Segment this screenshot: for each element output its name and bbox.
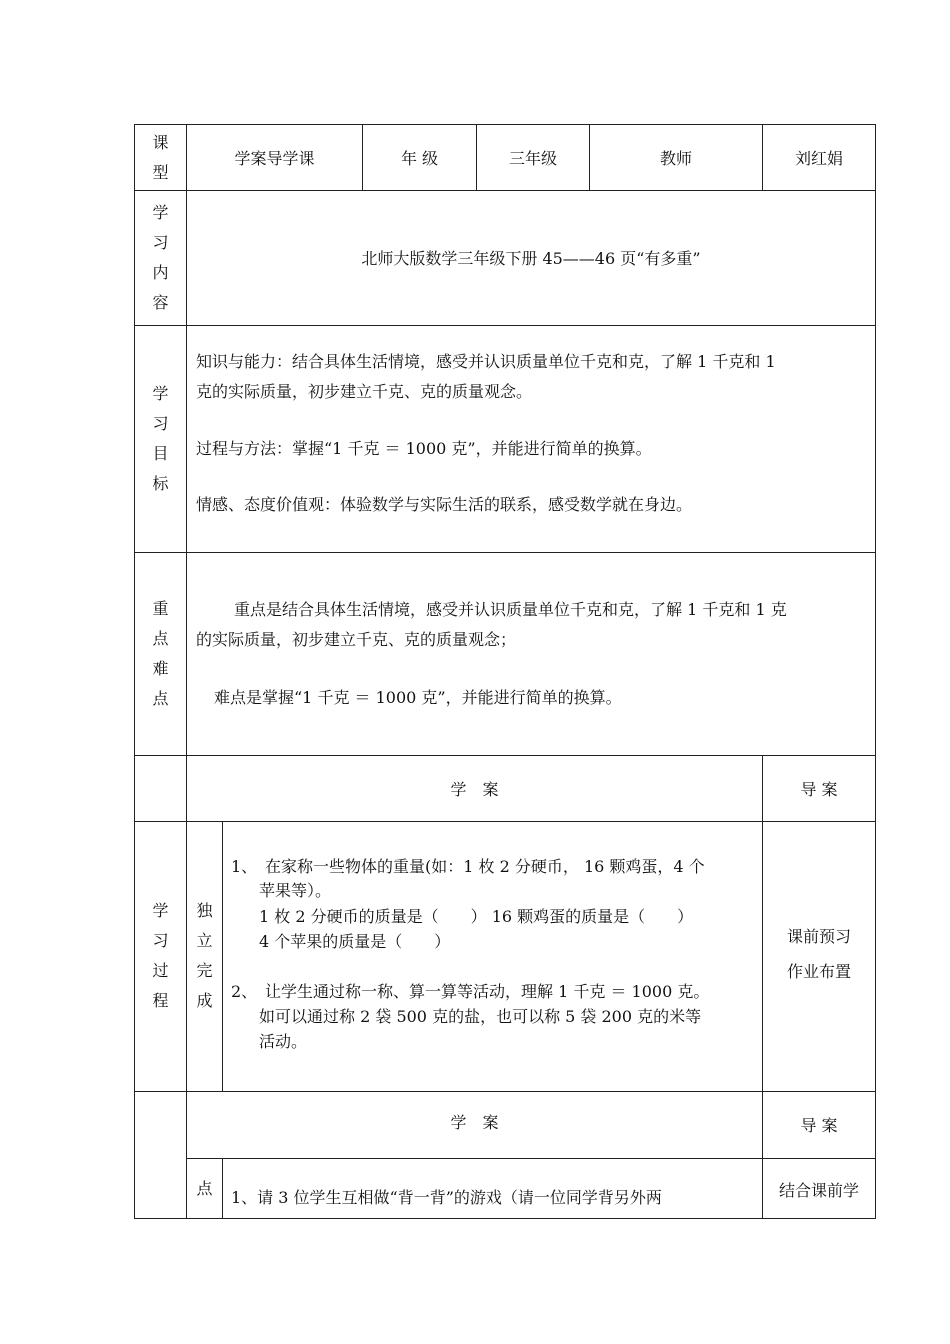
- content-text: 北师大版数学三年级下册 45——46 页“有多重”: [361, 249, 701, 268]
- row-divider: [134, 552, 876, 553]
- teacher-label: 教师: [659, 149, 692, 168]
- exercise-line: 1、请 3 位学生互相做“背一背”的游戏（请一位同学背另外两: [231, 1188, 662, 1207]
- table-border-bottom: [134, 1218, 876, 1219]
- objectives-line: 情感、态度价值观：体验数学与实际生活的联系，感受数学就在身边。: [196, 495, 693, 514]
- guide-text: 作业布置: [786, 961, 851, 981]
- objectives-label: 学 习 目 标: [152, 383, 169, 493]
- exercise-line: 如可以通过称 2 袋 500 克的盐，也可以称 5 袋 200 克的米等: [259, 1007, 702, 1026]
- column-divider: [222, 821, 223, 1092]
- exercise-line: 活动。: [259, 1032, 308, 1051]
- guide-plan-header: 导 案: [800, 779, 838, 799]
- grade-value: 三年级: [508, 149, 557, 168]
- row-divider: [134, 325, 876, 326]
- independent-label: 独 立 完 成: [196, 901, 213, 1010]
- content-label: 学 习 内 容: [152, 202, 169, 312]
- study-plan-header: 学 案: [450, 779, 499, 799]
- exercise-line: 让学生通过称一称、算一算等活动，理解 1 千克 ＝ 1000 克。: [265, 982, 710, 1001]
- exercise-line: 苹果等）。: [259, 881, 332, 900]
- row-divider: [186, 1158, 876, 1159]
- objectives-line: 知识与能力：结合具体生活情境，感受并认识质量单位千克和克，了解 1 千克和 1: [196, 352, 776, 371]
- point-label: 点: [196, 1178, 213, 1198]
- key-points-line: 的实际质量，初步建立千克、克的质量观念；: [196, 630, 517, 649]
- type-label: 课 型: [152, 132, 169, 182]
- key-points-line: 重点是结合具体生活情境，感受并认识质量单位千克和克，了解 1 千克和 1 克: [234, 600, 787, 619]
- guide-plan-header: 导 案: [800, 1116, 838, 1135]
- exercise-line: 1 枚 2 分硬币的质量是（ ） 16 颗鸡蛋的质量是（ ）: [259, 907, 694, 926]
- exercise-line: 在家称一些物体的重量(如：1 枚 2 分硬币， 16 颗鸡蛋，4 个: [265, 857, 705, 876]
- process-label: 学 习 过 程: [152, 901, 169, 1010]
- objectives-line: 过程与方法：掌握“1 千克 ＝ 1000 克”，并能进行简单的换算。: [196, 439, 652, 458]
- exercise-line: 4 个苹果的质量是（ ）: [259, 932, 451, 951]
- type-value: 学案导学课: [234, 149, 315, 168]
- item-number: 1、: [231, 857, 258, 876]
- teacher-value: 刘红娟: [794, 149, 843, 168]
- grade-label: 年 级: [400, 149, 439, 168]
- row-divider: [134, 821, 876, 822]
- table-border-right: [875, 124, 876, 1219]
- study-plan-header: 学 案: [450, 1112, 499, 1132]
- key-points-line: 难点是掌握“1 千克 ＝ 1000 克”，并能进行简单的换算。: [214, 688, 622, 707]
- guide-text: 课前预习: [786, 926, 851, 946]
- item-number: 2、: [231, 982, 258, 1001]
- column-divider: [222, 1158, 223, 1219]
- objectives-line: 克的实际质量，初步建立千克、克的质量观念。: [196, 382, 533, 401]
- guide-text: 结合课前学: [778, 1180, 859, 1200]
- key-points-label: 重 点 难 点: [152, 598, 169, 708]
